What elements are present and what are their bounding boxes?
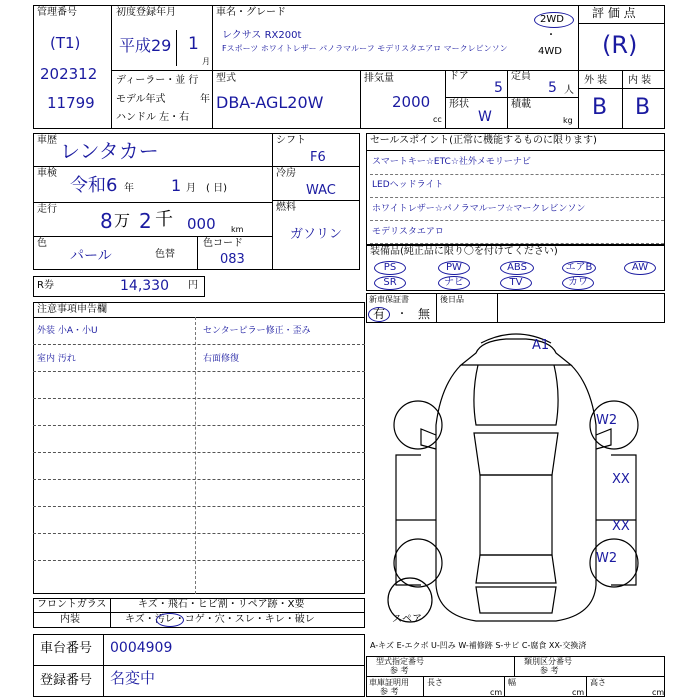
model-year-unit: 年 bbox=[200, 94, 210, 105]
width-unit: cm bbox=[572, 688, 585, 697]
color-code-value: 083 bbox=[220, 252, 245, 267]
inspection-era: 令和6 bbox=[70, 175, 118, 196]
damage-mark-a1: A1 bbox=[532, 338, 550, 353]
name-line1: レクサス RX200t bbox=[222, 30, 302, 41]
reg-label: 初度登録年月 bbox=[116, 7, 176, 18]
warranty-none: 無 bbox=[418, 307, 431, 321]
spare-label: スペア bbox=[392, 614, 422, 625]
drive-dot: ・ bbox=[546, 30, 556, 41]
interior-label: 内 装 bbox=[628, 75, 652, 86]
equip-ps: PS bbox=[374, 261, 406, 275]
mileage-rest: 000 bbox=[187, 215, 216, 233]
exterior-value: B bbox=[592, 95, 608, 120]
inspection-month: 1 bbox=[171, 176, 182, 195]
mgmt-no2: 11799 bbox=[47, 94, 95, 112]
dealer-label: ディーラー・並 行 bbox=[116, 75, 199, 86]
interior-stain-circle bbox=[156, 613, 184, 627]
equip-tv: TV bbox=[500, 276, 532, 290]
drive-4wd: 4WD bbox=[538, 46, 562, 57]
class-ref: 参 考 bbox=[540, 666, 559, 675]
damage-mark-xx-1: XX bbox=[612, 472, 630, 487]
damage-mark-w2-rear: W2 bbox=[596, 551, 618, 566]
note-left-1: 外装 小A・小U bbox=[37, 326, 98, 336]
color-label: 色 bbox=[37, 238, 47, 249]
regno-label: 登録番号 bbox=[40, 673, 93, 688]
shape-label: 形状 bbox=[449, 99, 469, 110]
mgmt-no1: 202312 bbox=[40, 65, 98, 83]
car-cert-label: 車庫証明用 bbox=[369, 678, 409, 687]
inspection-day-unit: ( 日) bbox=[206, 183, 227, 194]
ac-label: 冷房 bbox=[276, 168, 296, 179]
warranty-has: 有 bbox=[373, 307, 386, 321]
mileage-man: 8 bbox=[100, 209, 113, 233]
name-label: 車名・グレード bbox=[216, 7, 286, 18]
sales-item-3: ホワイトレザー☆パノラマルーフ☆マークレビンソン bbox=[372, 204, 586, 214]
rken-label: R券 bbox=[37, 280, 54, 291]
load-label: 積載 bbox=[511, 99, 531, 110]
class-label: 類別区分番号 bbox=[524, 657, 572, 666]
mileage-man-unit: 万 bbox=[114, 211, 131, 230]
front-glass-label: フロントガラス bbox=[37, 599, 107, 610]
equip-sr: SR bbox=[374, 276, 406, 290]
yen-unit: 円 bbox=[188, 280, 198, 291]
interior-cond-label: 内装 bbox=[60, 614, 80, 625]
color-change-label: 色替 bbox=[155, 249, 175, 260]
notes-frame bbox=[33, 302, 365, 594]
equip-airbag: エアB bbox=[562, 261, 596, 275]
shift-value: F6 bbox=[310, 150, 326, 165]
length-label: 長さ bbox=[427, 678, 443, 687]
inspection-year-unit: 年 bbox=[124, 183, 134, 194]
model-spec-label: 型式指定番号 bbox=[376, 657, 424, 666]
shift-label: シフト bbox=[276, 135, 306, 146]
reg-era: 平成29 bbox=[119, 36, 172, 55]
notes-label: 注意事項申告欄 bbox=[37, 304, 107, 315]
handle-label: ハンドル 左・右 bbox=[116, 112, 190, 123]
sales-item-1: スマートキー☆ETC☆社外メモリーナビ bbox=[372, 157, 531, 167]
equip-navi: ナビ bbox=[438, 276, 470, 290]
capacity-label: 定員 bbox=[511, 71, 531, 82]
color-code-label: 色コード bbox=[203, 238, 243, 249]
ac-value: WAC bbox=[306, 183, 336, 198]
type-label: 型式 bbox=[216, 73, 236, 84]
equip-aw: AW bbox=[624, 261, 656, 275]
inspection-label: 車検 bbox=[37, 168, 57, 179]
fuel-label: 燃料 bbox=[276, 202, 296, 213]
warranty-sep: ・ bbox=[397, 309, 407, 320]
color-value: パール bbox=[70, 248, 112, 264]
name-line2: Fスポーツ ホワイトレザー パノラマルーフ モデリスタエアロ マークレビンソン bbox=[222, 44, 508, 53]
rken-frame bbox=[33, 276, 205, 297]
equip-pw: PW bbox=[438, 261, 470, 275]
type-value: DBA-AGL20W bbox=[216, 93, 324, 112]
sales-item-2: LEDヘッドライト bbox=[372, 180, 444, 190]
length-unit: cm bbox=[490, 688, 503, 697]
mileage-sen-unit: 千 bbox=[155, 209, 173, 230]
exterior-label: 外 装 bbox=[584, 75, 608, 86]
note-right-1: センターピラー修正・歪み bbox=[203, 326, 311, 336]
door-label: ドア bbox=[449, 71, 469, 82]
damage-mark-xx-2: XX bbox=[612, 519, 630, 534]
kg-unit: kg bbox=[563, 116, 573, 125]
equipment-label: 装備品(純正品に限り〇を付けてください) bbox=[370, 246, 558, 257]
inspection-month-unit: 月 bbox=[186, 183, 196, 194]
warranty-label: 新車保証書 bbox=[369, 295, 409, 304]
rating-value: (R) bbox=[602, 31, 638, 59]
model-spec-ref: 参 考 bbox=[390, 666, 409, 675]
mileage-label: 走行 bbox=[37, 204, 57, 215]
cc-unit: cc bbox=[433, 115, 442, 124]
later-label: 後日品 bbox=[440, 295, 464, 304]
damage-legend: A-キズ E-エクボ U-凹み W-補修跡 S-サビ C-腐食 XX-交換済 bbox=[370, 641, 587, 650]
chassis-label: 車台番号 bbox=[40, 641, 93, 656]
height-unit: cm bbox=[652, 688, 665, 697]
displacement-label: 排気量 bbox=[364, 73, 394, 84]
drive-2wd: 2WD bbox=[540, 14, 564, 25]
shape-value: W bbox=[478, 109, 492, 125]
capacity-unit: 人 bbox=[564, 85, 574, 96]
regno-value: 名変中 bbox=[110, 669, 156, 687]
car-damage-diagram bbox=[366, 325, 666, 635]
history-value: レンタカー bbox=[60, 139, 159, 163]
chassis-value: 0004909 bbox=[110, 640, 173, 656]
fuel-value: ガソリン bbox=[290, 227, 343, 242]
reg-month: 1 bbox=[188, 34, 199, 54]
displacement-value: 2000 bbox=[392, 93, 431, 111]
mgmt-label: 管理番号 bbox=[37, 7, 77, 18]
car-cert-ref: 参 考 bbox=[380, 687, 399, 696]
reg-month-unit: 月 bbox=[202, 57, 210, 66]
equip-leather: カワ bbox=[562, 276, 594, 290]
interior-value: B bbox=[635, 95, 651, 120]
equip-abs: ABS bbox=[500, 261, 534, 275]
height-label: 高さ bbox=[590, 678, 606, 687]
interior-cond-value: キズ・汚レ・コゲ・穴・スレ・キレ・破レ bbox=[125, 614, 315, 625]
mileage-sen: 2 bbox=[139, 209, 152, 233]
door-value: 5 bbox=[494, 80, 503, 96]
rken-value: 14,330 bbox=[120, 278, 169, 294]
width-label: 幅 bbox=[508, 678, 516, 687]
model-year-label: モデル年式 bbox=[116, 94, 166, 105]
later-frame bbox=[436, 293, 665, 323]
capacity-value: 5 bbox=[548, 80, 557, 96]
sales-item-4: モデリスタエアロ bbox=[372, 227, 444, 237]
car-outline bbox=[388, 334, 638, 622]
rating-label: 評 価 点 bbox=[592, 6, 636, 20]
mgmt-code: (T1) bbox=[50, 34, 81, 52]
damage-mark-w2-front: W2 bbox=[596, 413, 618, 428]
front-glass-value: キズ・飛石・ヒビ割・リペア跡・X要 bbox=[138, 599, 305, 610]
note-left-2: 室内 汚れ bbox=[37, 354, 76, 364]
history-label: 車歴 bbox=[37, 135, 57, 146]
km-unit: km bbox=[231, 225, 244, 234]
note-right-2: 右面修復 bbox=[203, 354, 240, 364]
sales-label: セールスポイント(正常に機能するものに限ります) bbox=[370, 135, 597, 146]
